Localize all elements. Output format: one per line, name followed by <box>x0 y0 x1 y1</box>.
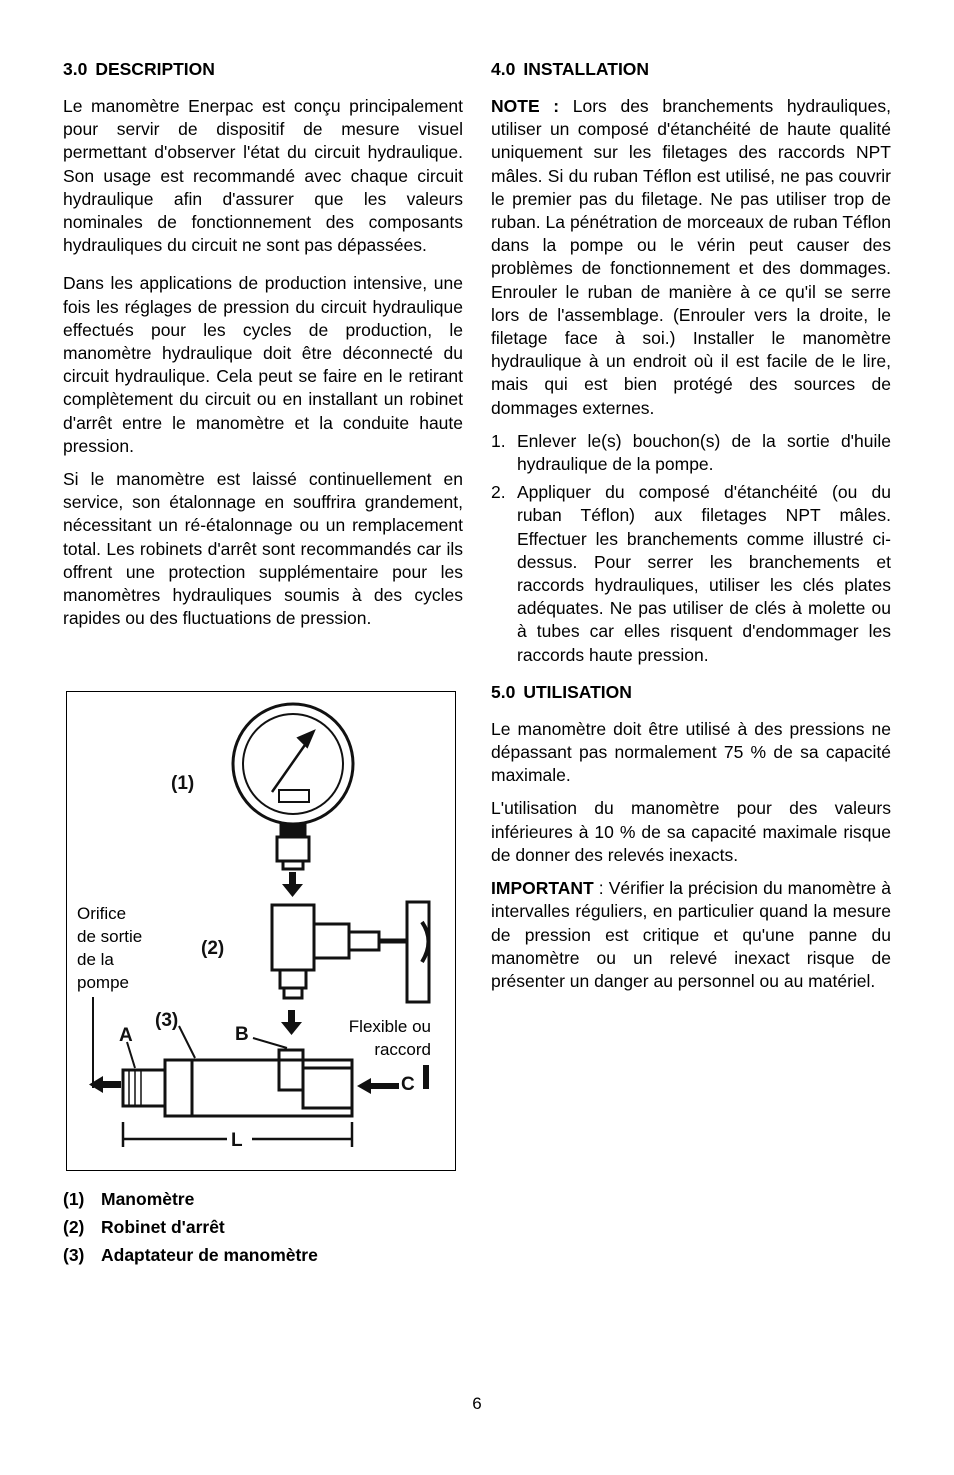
legend-item: (3) Adaptateur de manomètre <box>63 1245 318 1265</box>
callout-label-3: (3) <box>155 1010 179 1031</box>
paragraph: L'utilisation du manomètre pour des valeurs inférieures à 10 % de sa capacité maximale risque de donner des relevés inexacts. <box>491 798 891 865</box>
installation-figure <box>66 691 456 1171</box>
section-heading-installation: 4.0 INSTALLATION <box>491 59 650 79</box>
hose-label: Flexible ou raccord <box>348 1017 431 1059</box>
callout-label-b: B <box>235 1024 249 1045</box>
shutoff-valve-icon <box>272 905 314 970</box>
legend-item: (2) Robinet d'arrêt <box>63 1217 225 1237</box>
paragraph: Le manomètre Enerpac est conçu principalement pour servir de dispositif de mesure visuel permettant d'observer l'état du circuit hydraulique. Son usage est recommandé avec chaque circuit hydraulique afin d'assurer que les valeurs nominales de fonctionnement des composants hydrauliques du circuit ne sont pas dépassées. <box>63 96 463 256</box>
pump-outlet-label: Orifice de sortie de la pompe <box>77 904 143 992</box>
callout-label-1: (1) <box>171 773 195 794</box>
paragraph: Dans les applications de production intensive, une fois les réglages de pression du circuit hydraulique effectués pour les cycles de production, le manomètre hydraulique doit être déconnecté du circuit hydraulique. Cela peut se faire en le retirant complètement du circuit ou en installant un robinet d'arrêt entre le manomètre et la conduite haute pression. <box>63 273 463 456</box>
arrow-down-icon <box>282 872 303 897</box>
arrow-left-icon <box>357 1065 429 1094</box>
section-heading-description: 3.0 DESCRIPTION <box>63 59 215 79</box>
callout-label-2: (2) <box>201 938 225 959</box>
legend-item: (1) Manomètre <box>63 1189 195 1209</box>
section-heading-utilisation: 5.0 UTILISATION <box>491 681 632 702</box>
paragraph: Le manomètre doit être utilisé à des pressions ne dépassant pas normalement 75 % de sa capacité maximale. <box>491 718 891 786</box>
figure-legend <box>63 1185 463 1269</box>
important-paragraph: IMPORTANT : Vérifier la précision du manomètre à intervalles réguliers, en particulier quand la mesure de pression est critique et qu'une panne du manomètre ou un relevé inexact risque de présenter un danger au personnel ou au matériel. <box>491 878 891 991</box>
callout-label-a: A <box>119 1025 133 1046</box>
callout-label-c: C <box>401 1074 415 1095</box>
list-item: 2. Appliquer du composé d'étanchéité (ou du ruban Téflon) aux filetages NPT mâles. Effectuer les branchements comme illustré ci-dessus. Pour serrer les branchements et raccords hydrauliques, utiliser les clés plates adéquates. Ne pas utiliser de clés à molette ou à tubes car elles risquent d'endommager les raccords haute pression. <box>491 482 891 665</box>
page-number: 6 <box>472 1394 482 1413</box>
arrow-down-icon <box>281 1010 302 1035</box>
dimension-label-l: L <box>231 1130 243 1151</box>
paragraph: Si le manomètre est laissé continuellement en service, son étalonnage en souffrira grandement, nécessitant un ré-étalonnage ou un remplacement total. Les robinets d'arrêt sont recommandés car ils offrent une protection supplémentaire pour les manomètres hydrauliques soumis à des cycles rapides ou des fluctuations de pression. <box>63 469 463 629</box>
left-column <box>63 58 463 645</box>
installation-steps <box>491 430 891 667</box>
list-item: 1. Enlever le(s) bouchon(s) de la sortie d'huile hydraulique de la pompe. <box>491 430 891 475</box>
note-paragraph: NOTE : Lors des branchements hydrauliques, utiliser un composé d'étanchéité de haute qualité uniquement sur les filetages des raccords NPT mâles. Si du ruban Téflon est utilisé, ne pas couvrir le premier pas du filetage. Ne pas utiliser trop de ruban. La pénétration de morceaux de ruban Téflon dans la pompe ou le vérin peut causer des problèmes de fonctionnement et des dommages. Enrouler le ruban de manière à ce qu'il se serre lors de l'assemblage. (Enrouler vers la droite, le filetage face à soi.) Installer le manomètre hydraulique à un endroit où il est facile de le lire, mais qui est bien protégé des sources de dommages externes. <box>491 96 891 418</box>
right-column <box>491 58 891 1008</box>
